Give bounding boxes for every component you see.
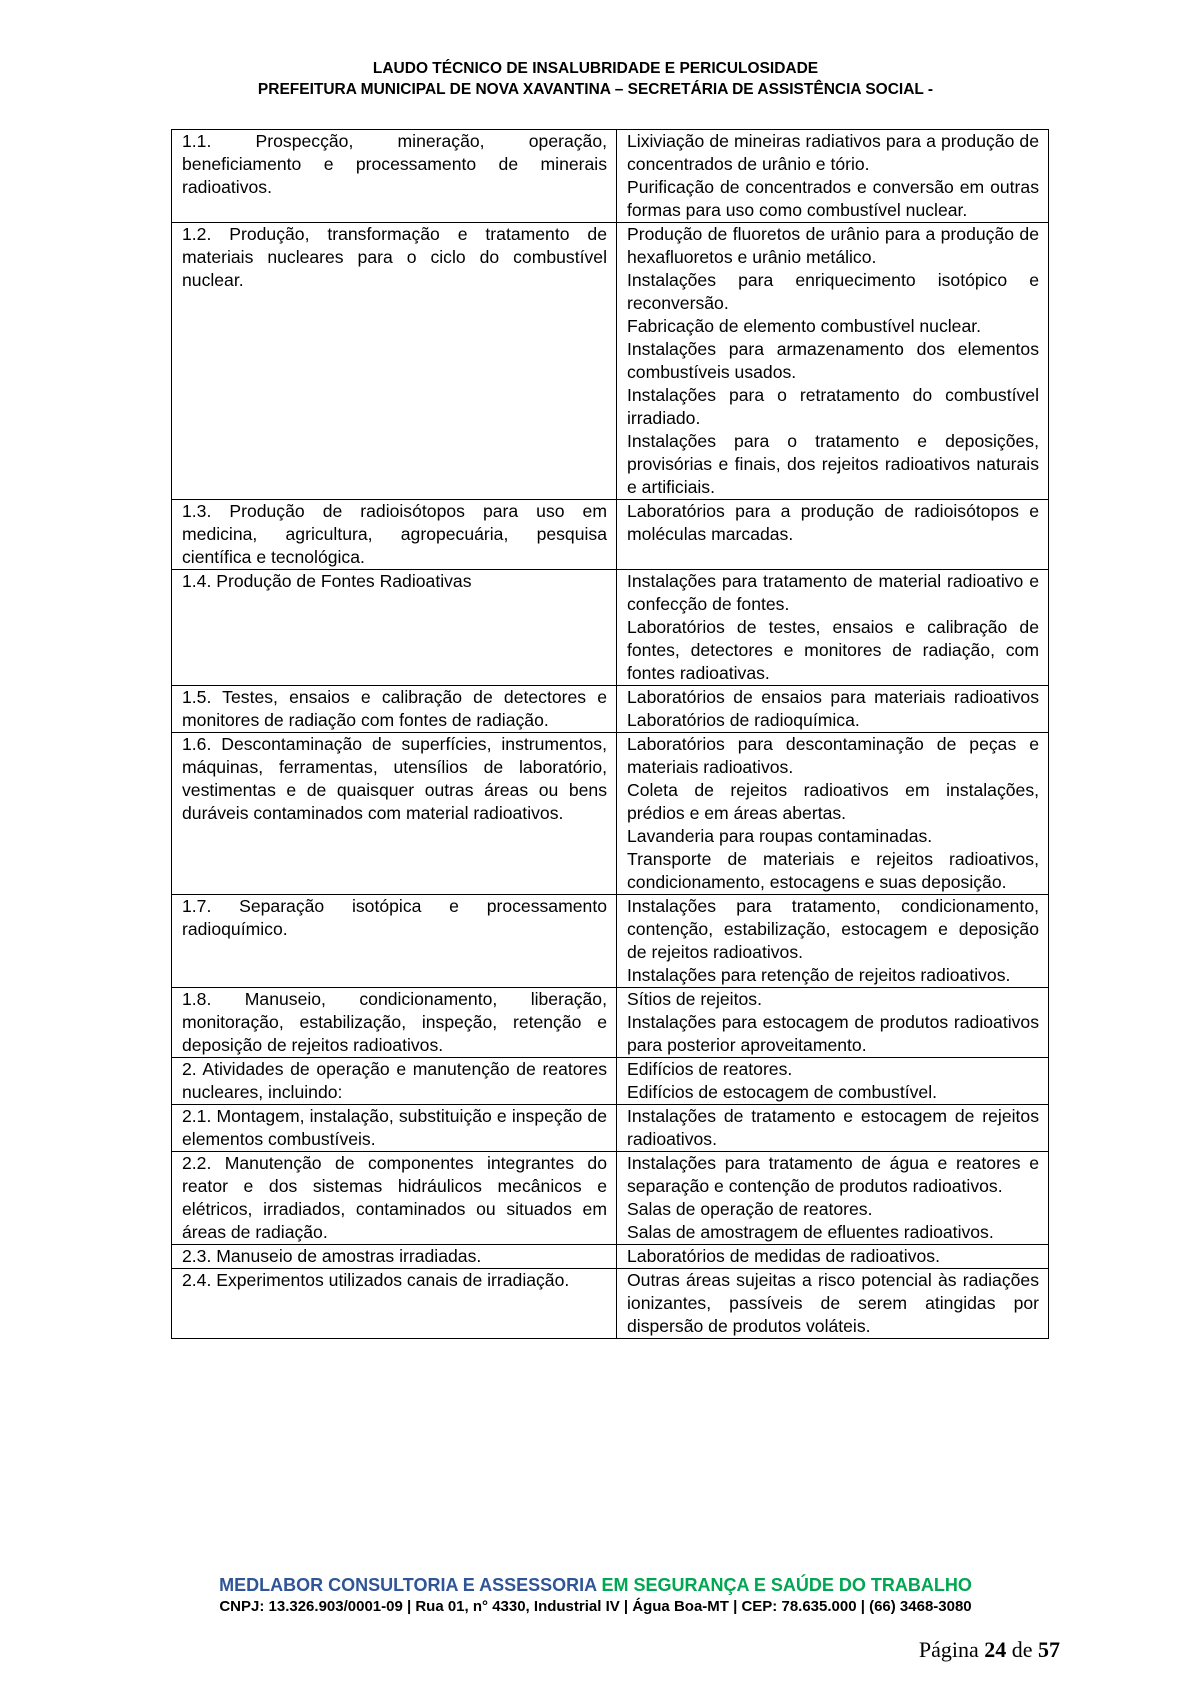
area-item: Instalações para tratamento de água e reatores e separação e contenção de produtos radioativos. xyxy=(627,1153,1039,1196)
area-item: Edifícios de estocagem de combustível. xyxy=(627,1082,938,1102)
document-header xyxy=(0,58,1191,100)
area-cell xyxy=(617,1245,1049,1269)
table-row xyxy=(172,223,1049,500)
area-item: Laboratórios de medidas de radioativos. xyxy=(627,1246,940,1266)
area-item: Instalações para armazenamento dos elementos combustíveis usados. xyxy=(627,339,1039,382)
area-item: Instalações para tratamento de material radioativo e confecção de fontes. xyxy=(627,571,1039,614)
page-of: de xyxy=(1011,1637,1033,1662)
area-item: Salas de amostragem de efluentes radioativos. xyxy=(627,1222,994,1242)
area-item: Fabricação de elemento combustível nuclear. xyxy=(627,316,982,336)
area-item: Instalações de tratamento e estocagem de rejeitos radioativos. xyxy=(627,1106,1039,1149)
page-label: Página xyxy=(918,1637,979,1662)
page-number xyxy=(919,1637,1060,1663)
table-row xyxy=(172,686,1049,733)
area-cell xyxy=(617,570,1049,686)
table-row xyxy=(172,1152,1049,1245)
area-item: Laboratórios para a produção de radioisótopos e moléculas marcadas. xyxy=(627,501,1039,544)
area-cell xyxy=(617,1058,1049,1105)
activity-cell: 1.3. Produção de radioisótopos para uso em medicina, agricultura, agropecuária, pesquisa científica e tecnológica. xyxy=(172,500,617,570)
activity-cell: 1.7. Separação isotópica e processamento radioquímico. xyxy=(172,895,617,988)
area-cell xyxy=(617,988,1049,1058)
area-item: Transporte de materiais e rejeitos radioativos, condicionamento, estocagens e suas deposição. xyxy=(627,849,1039,892)
footer-company xyxy=(0,1573,1191,1597)
area-item: Instalações para enriquecimento isotópico e reconversão. xyxy=(627,270,1039,313)
activity-cell: 2.2. Manutenção de componentes integrantes do reator e dos sistemas hidráulicos mecânicos e elétricos, irradiados, contaminados ou situados em áreas de radiação. xyxy=(172,1152,617,1245)
area-cell xyxy=(617,500,1049,570)
activity-cell: 1.2. Produção, transformação e tratamento de materiais nucleares para o ciclo do combustível nuclear. xyxy=(172,223,617,500)
area-cell xyxy=(617,895,1049,988)
area-cell xyxy=(617,1269,1049,1339)
area-cell xyxy=(617,130,1049,223)
area-item: Lavanderia para roupas contaminadas. xyxy=(627,826,933,846)
area-cell xyxy=(617,1152,1049,1245)
table-row xyxy=(172,1269,1049,1339)
area-item: Instalações para tratamento, condicionamento, contenção, estabilização, estocagem e deposição de rejeitos radioativos. xyxy=(627,896,1039,962)
area-item: Salas de operação de reatores. xyxy=(627,1199,873,1219)
area-item: Coleta de rejeitos radioativos em instalações, prédios e em áreas abertas. xyxy=(627,780,1039,823)
document-footer xyxy=(0,1573,1191,1617)
document-title: LAUDO TÉCNICO DE INSALUBRIDADE E PERICULOSIDADE xyxy=(372,60,819,77)
area-item: Lixiviação de mineiras radiativos para a produção de concentrados de urânio e tório. xyxy=(627,131,1039,174)
activity-cell: 2.3. Manuseio de amostras irradiadas. xyxy=(172,1245,617,1269)
table-row xyxy=(172,988,1049,1058)
activity-cell: 1.1. Prospecção, mineração, operação, beneficiamento e processamento de minerais radioativos. xyxy=(172,130,617,223)
activity-cell: 2. Atividades de operação e manutenção de reatores nucleares, incluindo: xyxy=(172,1058,617,1105)
page-total: 57 xyxy=(1038,1637,1060,1662)
area-item: Instalações para estocagem de produtos radioativos para posterior aproveitamento. xyxy=(627,1012,1039,1055)
area-item: Laboratórios de ensaios para materiais radioativos Laboratórios de radioquímica. xyxy=(627,687,1039,730)
table-row xyxy=(172,895,1049,988)
footer-company-tagline: EM SEGURANÇA E SAÚDE DO TRABALHO xyxy=(601,1575,972,1595)
table-row xyxy=(172,570,1049,686)
area-cell xyxy=(617,686,1049,733)
activity-cell: 2.4. Experimentos utilizados canais de irradiação. xyxy=(172,1269,617,1339)
document-subtitle: PREFEITURA MUNICIPAL DE NOVA XAVANTINA – SECRETÁRIA DE ASSISTÊNCIA SOCIAL - xyxy=(257,81,934,98)
area-item: Outras áreas sujeitas a risco potencial às radiações ionizantes, passíveis de serem atingidas por dispersão de produtos voláteis. xyxy=(627,1270,1039,1336)
activities-table xyxy=(171,129,1049,1339)
table-row xyxy=(172,1245,1049,1269)
activities-table-body xyxy=(172,130,1049,1339)
area-item: Edifícios de reatores. xyxy=(627,1059,793,1079)
area-cell xyxy=(617,1105,1049,1152)
area-item: Purificação de concentrados e conversão em outras formas para uso como combustível nuclear. xyxy=(627,177,1039,220)
activities-table-container xyxy=(171,129,1039,1339)
area-item: Instalações para o tratamento e deposições, provisórias e finais, dos rejeitos radioativos naturais e artificiais. xyxy=(627,431,1039,497)
activity-cell: 1.6. Descontaminação de superfícies, instrumentos, máquinas, ferramentas, utensílios de laboratório, vestimentas e de quaisquer outras áreas ou bens duráveis contaminados com material radioativos. xyxy=(172,733,617,895)
table-row xyxy=(172,130,1049,223)
table-row xyxy=(172,1105,1049,1152)
footer-company-name: MEDLABOR CONSULTORIA E ASSESSORIA xyxy=(219,1575,597,1595)
activity-cell: 1.5. Testes, ensaios e calibração de detectores e monitores de radiação com fontes de radiação. xyxy=(172,686,617,733)
area-item: Instalações para o retratamento do combustível irradiado. xyxy=(627,385,1039,428)
footer-address: CNPJ: 13.326.903/0001-09 | Rua 01, n° 4330, Industrial IV | Água Boa-MT | CEP: 78.635.000 | (66) 3468-3080 xyxy=(219,1598,972,1615)
area-item: Produção de fluoretos de urânio para a produção de hexafluoretos e urânio metálico. xyxy=(627,224,1039,267)
area-item: Instalações para retenção de rejeitos radioativos. xyxy=(627,965,1011,985)
activity-cell: 1.8. Manuseio, condicionamento, liberação, monitoração, estabilização, inspeção, retenção e deposição de rejeitos radioativos. xyxy=(172,988,617,1058)
area-cell xyxy=(617,733,1049,895)
table-row xyxy=(172,500,1049,570)
activity-cell: 1.4. Produção de Fontes Radioativas xyxy=(172,570,617,686)
area-item: Laboratórios de testes, ensaios e calibração de fontes, detectores e monitores de radiação, com fontes radioativas. xyxy=(627,617,1039,683)
page-current: 24 xyxy=(984,1637,1007,1662)
area-item: Sítios de rejeitos. xyxy=(627,989,762,1009)
table-row xyxy=(172,1058,1049,1105)
table-row xyxy=(172,733,1049,895)
area-item: Laboratórios para descontaminação de peças e materiais radioativos. xyxy=(627,734,1039,777)
activity-cell: 2.1. Montagem, instalação, substituição e inspeção de elementos combustíveis. xyxy=(172,1105,617,1152)
area-cell xyxy=(617,223,1049,500)
